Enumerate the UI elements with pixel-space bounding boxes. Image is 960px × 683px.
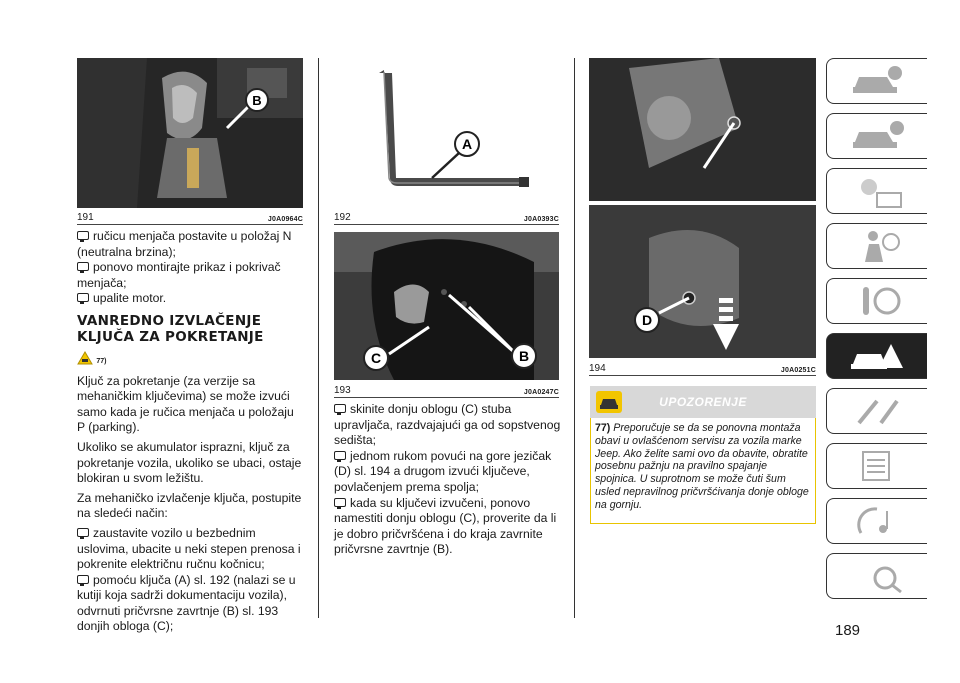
step-start-engine: upalite motor.	[93, 291, 167, 306]
multimedia-icon	[847, 503, 907, 539]
callout-b-191: B	[252, 93, 262, 108]
step-remove-cover: skinite donju oblogu (C) stuba upravljača, razdvajajući ga od sopstvenog sedišta;	[334, 402, 561, 448]
car-info-icon	[847, 63, 907, 99]
warning-header	[590, 386, 816, 418]
tab-multimedia[interactable]	[826, 498, 927, 544]
column-1-text	[77, 229, 305, 639]
bullet-icon	[77, 575, 89, 584]
warning-title: UPOZORENJE	[659, 395, 747, 409]
warning-box	[590, 386, 816, 526]
step-unscrew: pomoću ključa (A) sl. 192 (nalazi se u kutiji koja sadrži dokumentaciju vozila), odvrnuti pričvrsne zavrtnje (B) sl. 193 donjih obloga (C);	[77, 572, 296, 634]
car-warning-icon	[847, 118, 907, 154]
callout-b-193: B	[518, 348, 530, 364]
page-number: 189	[835, 622, 861, 639]
tab-vehicle-knowledge[interactable]	[826, 58, 927, 104]
figure-191-number: 191	[77, 212, 94, 223]
warning-number: 77)	[595, 422, 611, 434]
bullet-icon	[334, 498, 346, 507]
tab-emergency[interactable]	[826, 333, 927, 379]
technical-data-icon	[847, 448, 907, 484]
callout-d-194: D	[641, 312, 653, 328]
paragraph-key-extraction: Ključ za pokretanje (za verzije sa mehaničkim ključevima) se može izvući samo kada je ručica menjača u položaju P (parking).	[77, 373, 294, 435]
step-neutral: ručicu menjača postavite u položaj N (neutralna brzina);	[77, 229, 292, 259]
step-refit-cover: kada su ključevi izvučeni, ponovo namestiti donju oblogu (C), proverite da li je dobro pričvršćena i do kraja zavrnite pričvrsne zavrtnje (B).	[334, 495, 557, 557]
callout-c-193: C	[370, 350, 382, 366]
figure-192-number: 192	[334, 212, 351, 223]
driving-icon	[847, 283, 907, 319]
tab-driving[interactable]	[826, 278, 927, 324]
figure-193-number: 193	[334, 385, 351, 396]
tab-lights[interactable]	[826, 168, 927, 214]
tab-maintenance[interactable]	[826, 388, 927, 434]
maintenance-icon	[847, 393, 907, 429]
bullet-icon	[334, 451, 346, 460]
figure-192-code: J0A0393C	[523, 216, 559, 223]
figure-191-code: J0A0964C	[267, 216, 303, 223]
safety-icon	[847, 228, 907, 264]
figure-194-code: J0A0251C	[780, 367, 816, 374]
chapter-tabs	[826, 58, 930, 608]
warning-text: Preporučuje se da se ponovna montaža obavi u ovlašćenom servisu za vozila marke Jeep. Ako želite sami ovo da obavite, obratite posebnu pažnju na pravilno spajanje spojnica. U suprotnom se može čuti šum usled nepravilnog pričvršćivanja donje obloge na gornju.	[595, 422, 809, 511]
tab-safety[interactable]	[826, 223, 927, 269]
step-pull-tab: jednom rukom povući na gore jezičak (D) sl. 194 a drugom izvući ključeve, povlačenjem prema spolja;	[334, 448, 552, 494]
figure-194-number: 194	[589, 363, 606, 374]
warning-reference: 77)	[96, 357, 107, 365]
index-icon	[847, 558, 907, 594]
tab-technical-data[interactable]	[826, 443, 927, 489]
lights-icon	[847, 173, 907, 209]
figure-193-code: J0A0247C	[523, 389, 559, 396]
step-reinstall: ponovo montirajte prikaz i pokrivač menjača;	[77, 260, 281, 290]
emergency-icon	[847, 338, 907, 374]
tab-dashboard[interactable]	[826, 113, 927, 159]
bullet-icon	[77, 262, 89, 271]
figure-193-image	[334, 232, 559, 380]
bullet-icon	[77, 293, 89, 302]
bullet-icon	[334, 404, 346, 413]
section-heading: VANREDNO IZVLAČENJE KLJUČA ZA POKRETANJE	[77, 312, 264, 345]
bullet-icon	[77, 528, 89, 537]
callout-a-192: A	[461, 136, 473, 152]
paragraph-battery: Ukoliko se akumulator isprazni, ključ za pokretanje vozila, ukoliko se ubaci, ostaje blokiran u svom ležištu.	[77, 439, 302, 486]
warning-triangle-icon	[77, 351, 93, 365]
bullet-icon	[77, 231, 89, 240]
figure-192-image	[334, 58, 559, 206]
figure-191-image	[77, 58, 303, 208]
figure-194-image	[589, 58, 816, 358]
tab-index[interactable]	[826, 553, 927, 599]
step-stop-vehicle: zaustavite vozilo u bezbednim uslovima, ubacite u neki stepen prenosa i pokrenite električnu ručnu kočnicu;	[77, 525, 301, 572]
paragraph-procedure: Za mehaničko izvlačenje ključa, postupite na sledeći način:	[77, 490, 302, 521]
column-2-text	[334, 402, 562, 562]
